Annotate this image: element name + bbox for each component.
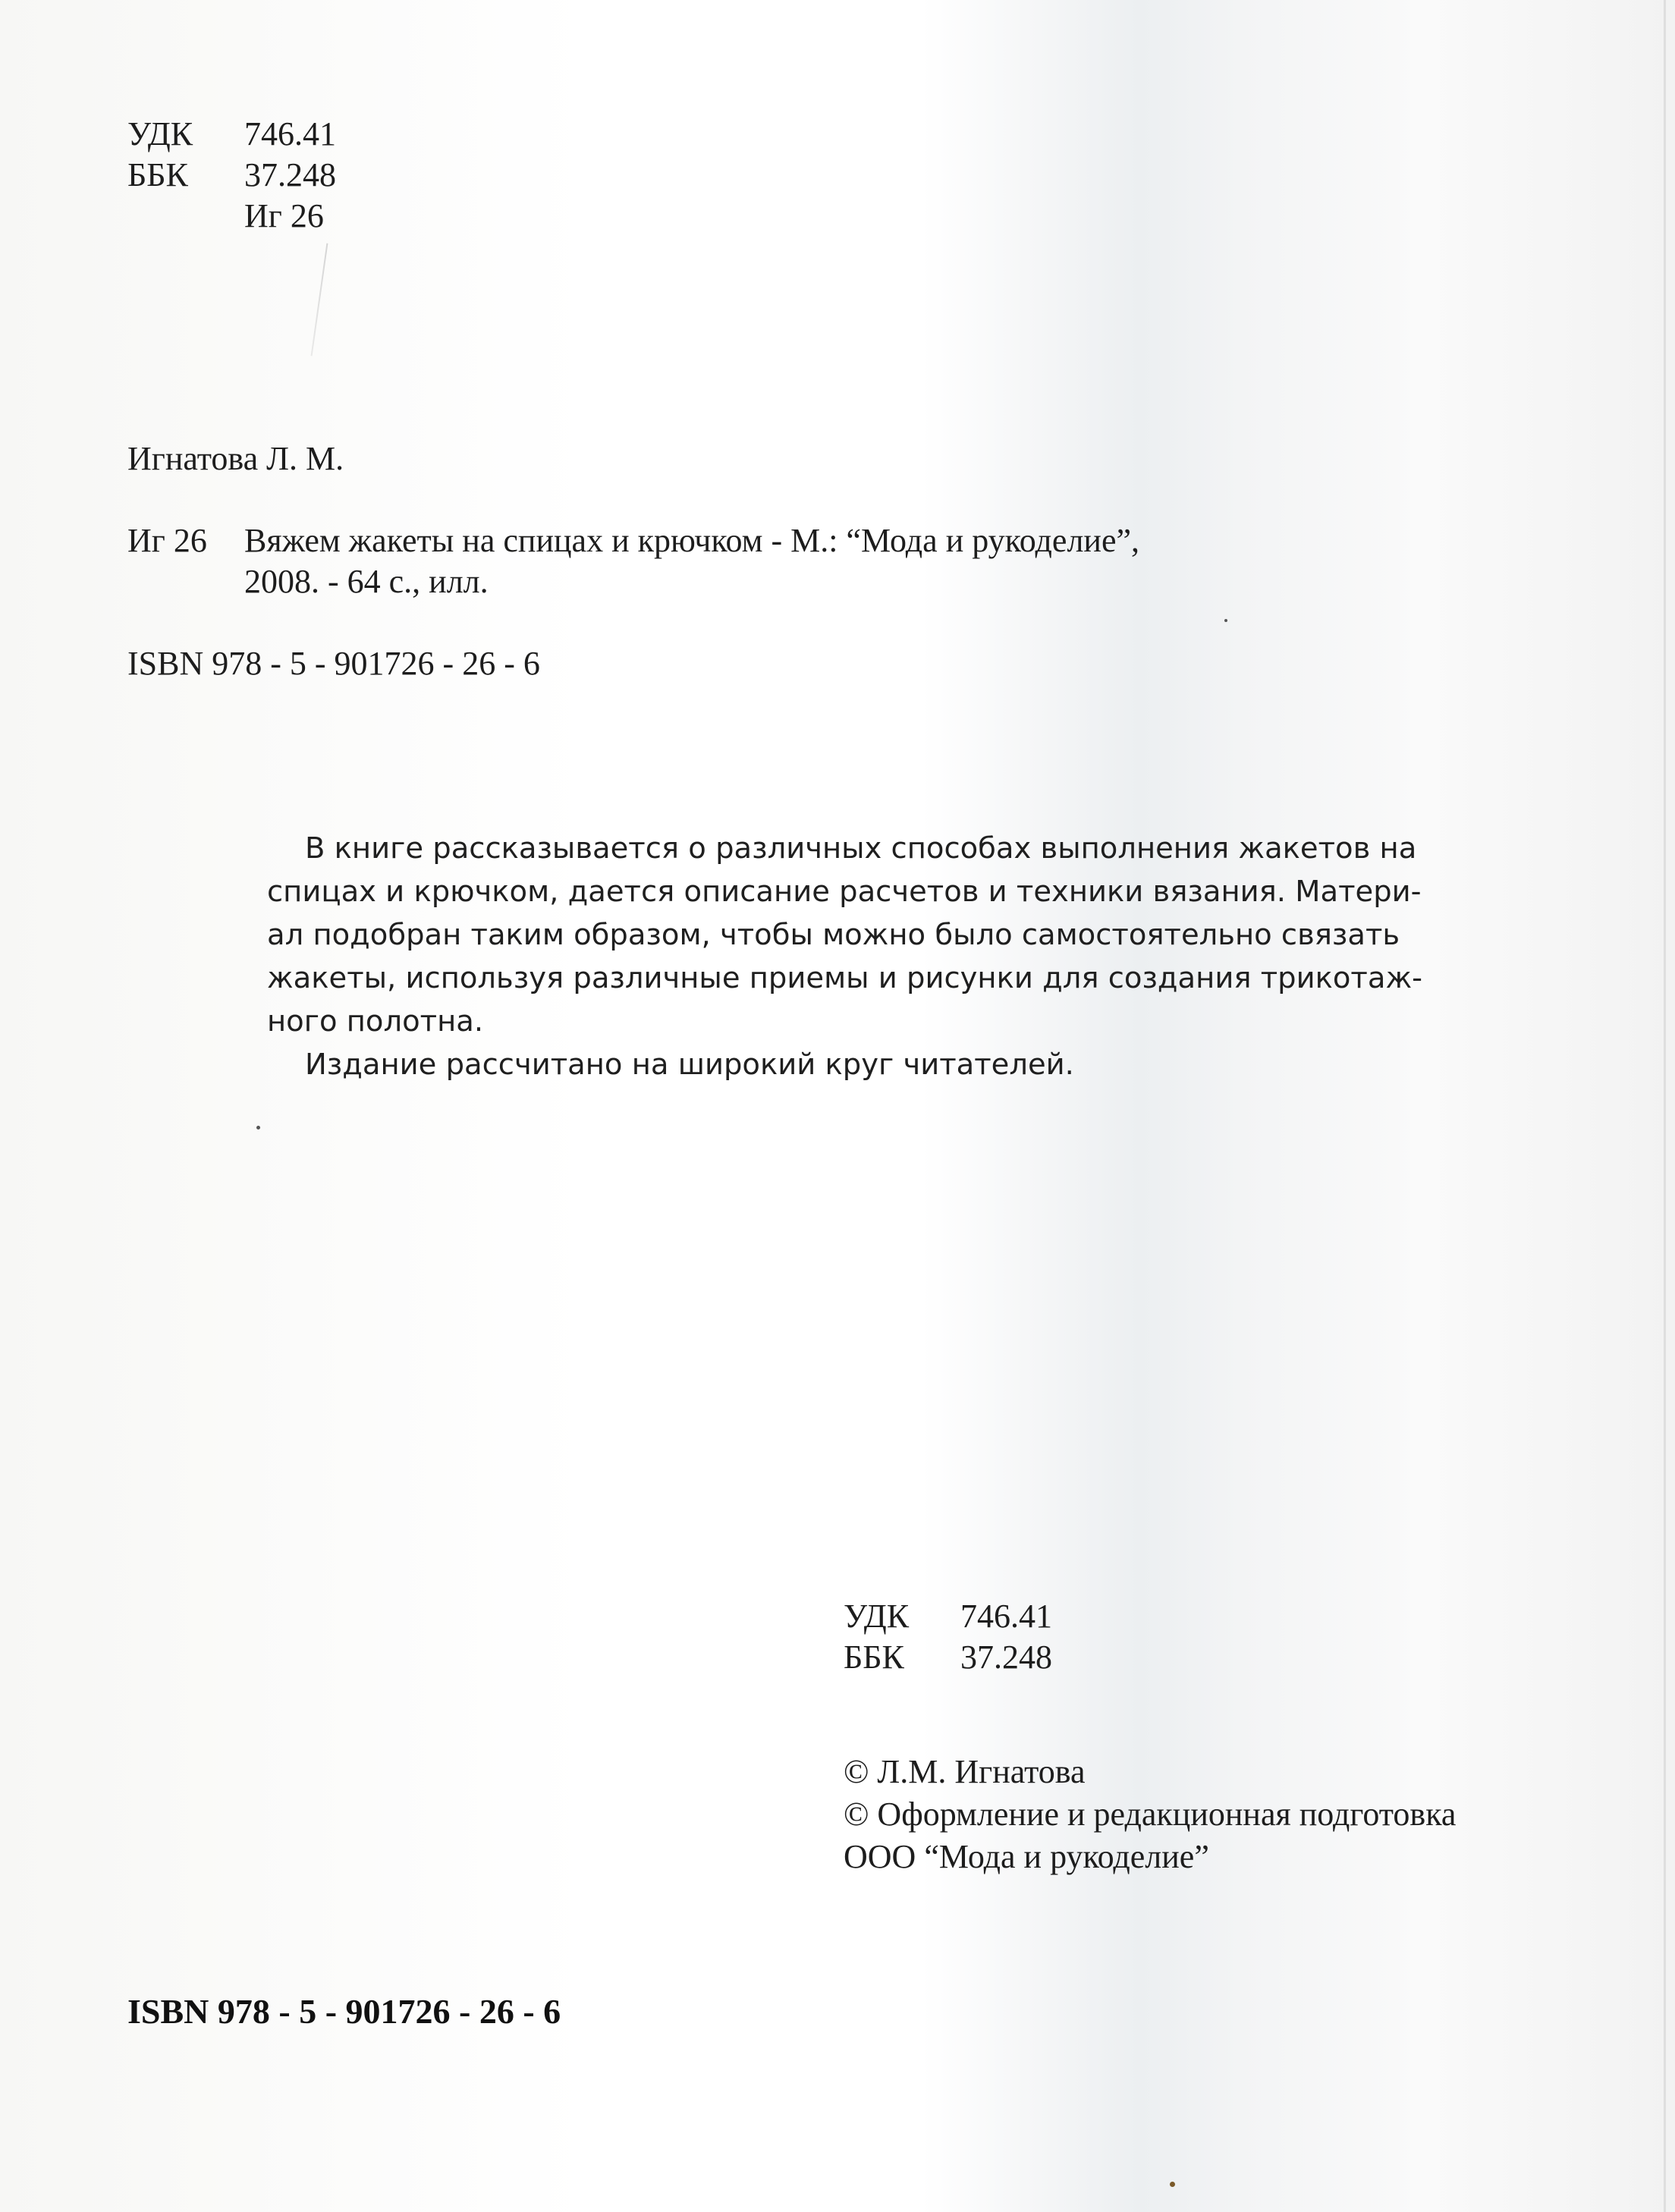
udk-value: 746.41 [960, 1598, 1052, 1635]
bbk-value: 37.248 [960, 1639, 1052, 1676]
abstract-paragraph-2: Издание рассчитано на широкий круг читателей. [305, 1048, 1074, 1082]
page-edge [1664, 0, 1666, 2212]
copyright-block [844, 1751, 1456, 1878]
entry-code: Иг 26 [127, 522, 207, 559]
scan-speck [1170, 2182, 1175, 2187]
classification-block-bottom [844, 1596, 1052, 1678]
bbk-row [127, 155, 336, 196]
author-mark-label [127, 196, 244, 237]
scan-speck [256, 1126, 260, 1130]
isbn-top: ISBN 978 - 5 - 901726 - 26 - 6 [127, 645, 540, 682]
classification-block-top [127, 114, 336, 237]
abstract [267, 827, 1458, 1086]
copyright-design: © Оформление и редакционная подготовка [844, 1796, 1457, 1833]
author-mark-row [127, 196, 336, 237]
bbk-label: ББК [844, 1639, 904, 1676]
entry-text [244, 520, 1458, 602]
author-name: Игнатова Л. М. [127, 440, 344, 477]
bbk-label: ББК [127, 156, 188, 193]
isbn-bottom: ISBN 978 - 5 - 901726 - 26 - 6 [127, 1992, 561, 2031]
udk-row [844, 1596, 1052, 1637]
udk-label: УДК [844, 1598, 910, 1635]
udk-label: УДК [127, 115, 193, 152]
entry-title-line: Вяжем жакеты на спицах и крючком - М.: “Мода и рукоделие”, [244, 522, 1140, 559]
copyright-publisher: ООО “Мода и рукоделие” [844, 1838, 1209, 1875]
entry-publication-line: 2008. - 64 с., илл. [244, 563, 489, 600]
abstract-line: ного полотна. [267, 1004, 484, 1038]
abstract-line: жакеты, используя различные приемы и рисунки для создания трикотаж- [267, 961, 1423, 995]
udk-row [127, 114, 336, 155]
abstract-paragraph-1 [267, 827, 1458, 1043]
abstract-line: спицах и крючком, дается описание расчетов и техники вязания. Матери- [267, 875, 1422, 909]
udk-value: 746.41 [244, 115, 336, 152]
author-mark-value: Иг 26 [244, 197, 324, 234]
copyright-author: © Л.М. Игнатова [844, 1753, 1086, 1790]
bbk-value: 37.248 [244, 156, 336, 193]
pencil-stroke-mark [311, 244, 328, 357]
abstract-line: ал подобран таким образом, чтобы можно было самостоятельно связать [267, 918, 1400, 952]
bibliographic-entry [127, 520, 1458, 602]
bbk-row [844, 1637, 1052, 1678]
abstract-line: В книге рассказывается о различных способах выполнения жакетов на [305, 831, 1417, 866]
scan-speck [1224, 619, 1227, 622]
